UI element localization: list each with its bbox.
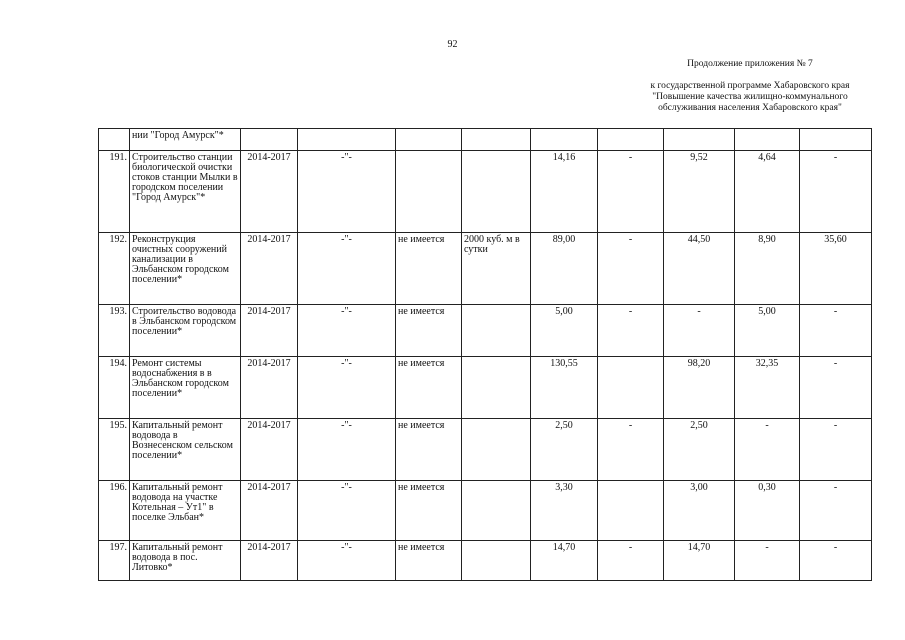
- object-name: Реконструкция очистных сооружений канализации в Эльбанском городском поселении*: [130, 233, 241, 305]
- object-name: Капитальный ремонт водовода в Вознесенском сельском поселении*: [130, 419, 241, 481]
- table-row: [99, 357, 872, 419]
- current-status: не имеется: [396, 305, 462, 357]
- implementation-period: 2014-2017: [241, 481, 298, 541]
- funding-col-4: -: [800, 305, 872, 357]
- table-cell: [531, 129, 598, 151]
- implementation-period: 2014-2017: [241, 305, 298, 357]
- funding-col-1: -: [598, 541, 664, 581]
- funding-col-3: -: [735, 541, 800, 581]
- funding-col-2: 98,20: [664, 357, 735, 419]
- table-cell: [598, 129, 664, 151]
- funding-col-1: [598, 481, 664, 541]
- executor: -"-: [298, 305, 396, 357]
- capacity: [462, 305, 531, 357]
- capacity: 2000 куб. м в сутки: [462, 233, 531, 305]
- capacity: [462, 541, 531, 581]
- table-cell: [99, 129, 130, 151]
- funding-col-2: 9,52: [664, 151, 735, 233]
- table-cell: [241, 129, 298, 151]
- program-table: [98, 128, 872, 581]
- capacity: [462, 419, 531, 481]
- funding-col-2: 2,50: [664, 419, 735, 481]
- current-status: [396, 151, 462, 233]
- program-reference: [610, 81, 890, 114]
- object-name: Капитальный ремонт водовода на участке Котельная – Ут1" в поселке Эльбан*: [130, 481, 241, 541]
- total-funding: 14,70: [531, 541, 598, 581]
- page-number: 92: [447, 39, 458, 50]
- implementation-period: 2014-2017: [241, 419, 298, 481]
- funding-col-2: 3,00: [664, 481, 735, 541]
- table-row: [99, 151, 872, 233]
- capacity: [462, 481, 531, 541]
- implementation-period: 2014-2017: [241, 151, 298, 233]
- row-number: 197.: [99, 541, 130, 581]
- funding-col-2: 14,70: [664, 541, 735, 581]
- table-row: [99, 233, 872, 305]
- executor: -"-: [298, 541, 396, 581]
- object-name: Строительство станции биологической очистки стоков станции Мылки в городском поселении "Город Амурск"*: [130, 151, 241, 233]
- table-row: [99, 541, 872, 581]
- funding-col-1: -: [598, 305, 664, 357]
- row-number: 191.: [99, 151, 130, 233]
- funding-col-4: -: [800, 541, 872, 581]
- current-status: не имеется: [396, 357, 462, 419]
- object-name: Капитальный ремонт водовода в пос. Литовко*: [130, 541, 241, 581]
- current-status: не имеется: [396, 541, 462, 581]
- funding-col-2: 44,50: [664, 233, 735, 305]
- total-funding: 2,50: [531, 419, 598, 481]
- row-number: 196.: [99, 481, 130, 541]
- funding-col-3: 8,90: [735, 233, 800, 305]
- table-row: [99, 419, 872, 481]
- row-number: 192.: [99, 233, 130, 305]
- executor: -"-: [298, 419, 396, 481]
- current-status: не имеется: [396, 481, 462, 541]
- object-name: Ремонт системы водоснабжения в в Эльбанском городском поселении*: [130, 357, 241, 419]
- total-funding: 3,30: [531, 481, 598, 541]
- program-line-3: обслуживания населения Хабаровского края": [658, 103, 842, 113]
- row-number: 194.: [99, 357, 130, 419]
- continuation-text: нии "Город Амурск"*: [130, 129, 241, 151]
- funding-col-3: -: [735, 419, 800, 481]
- funding-col-3: 32,35: [735, 357, 800, 419]
- table-cell: [462, 129, 531, 151]
- implementation-period: 2014-2017: [241, 233, 298, 305]
- capacity: [462, 357, 531, 419]
- funding-col-4: -: [800, 151, 872, 233]
- total-funding: 130,55: [531, 357, 598, 419]
- funding-col-3: 5,00: [735, 305, 800, 357]
- table-cell: [396, 129, 462, 151]
- executor: -"-: [298, 357, 396, 419]
- current-status: не имеется: [396, 419, 462, 481]
- capacity: [462, 151, 531, 233]
- executor: -"-: [298, 481, 396, 541]
- program-line-1: к государственной программе Хабаровского края: [650, 81, 850, 91]
- total-funding: 14,16: [531, 151, 598, 233]
- table-cell: [735, 129, 800, 151]
- funding-col-1: -: [598, 419, 664, 481]
- funding-col-4: 35,60: [800, 233, 872, 305]
- current-status: не имеется: [396, 233, 462, 305]
- total-funding: 5,00: [531, 305, 598, 357]
- implementation-period: 2014-2017: [241, 541, 298, 581]
- funding-col-1: -: [598, 151, 664, 233]
- table-row: [99, 305, 872, 357]
- implementation-period: 2014-2017: [241, 357, 298, 419]
- funding-col-4: -: [800, 419, 872, 481]
- appendix-title: Продолжение приложения № 7: [687, 59, 813, 69]
- row-number: 193.: [99, 305, 130, 357]
- table-cell: [800, 129, 872, 151]
- program-line-2: "Повышение качества жилищно-коммунального: [652, 92, 848, 102]
- funding-col-2: -: [664, 305, 735, 357]
- table-row: [99, 481, 872, 541]
- table-cell: [664, 129, 735, 151]
- row-number: 195.: [99, 419, 130, 481]
- funding-col-4: -: [800, 357, 872, 419]
- executor: -"-: [298, 233, 396, 305]
- funding-col-1: [598, 357, 664, 419]
- table-cell: [298, 129, 396, 151]
- executor: -"-: [298, 151, 396, 233]
- object-name: Строительство водовода в Эльбанском городском поселении*: [130, 305, 241, 357]
- total-funding: 89,00: [531, 233, 598, 305]
- funding-col-3: 4,64: [735, 151, 800, 233]
- funding-col-4: -: [800, 481, 872, 541]
- funding-col-3: 0,30: [735, 481, 800, 541]
- continuation-row: [99, 129, 872, 151]
- funding-col-1: -: [598, 233, 664, 305]
